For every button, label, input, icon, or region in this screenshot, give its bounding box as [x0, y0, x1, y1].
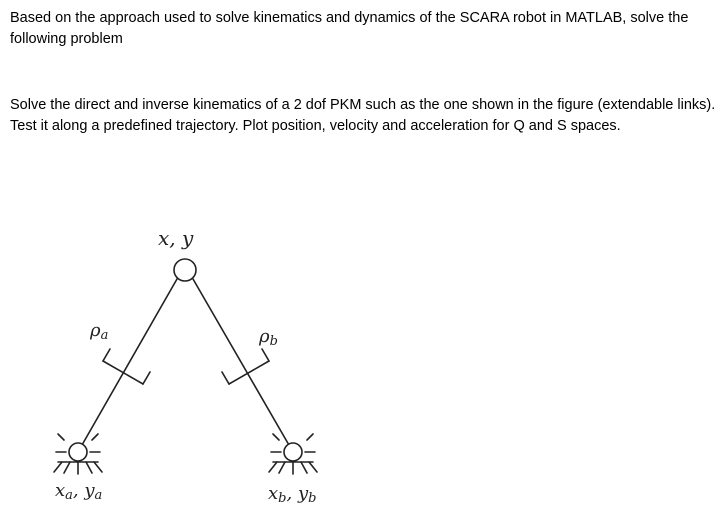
- link-b: [193, 279, 293, 452]
- task-paragraph: Solve the direct and inverse kinematics of a 2 dof PKM such as the one shown in the figure (extendable links). Test it along a predefined trajectory. Plot position, velocity and acceleration for Q and S spaces.: [10, 97, 716, 134]
- base-joint-a: [54, 434, 102, 474]
- intro-paragraph: Based on the approach used to solve kinematics and dynamics of the SCARA robot in MATLAB, solve the following problem: [10, 10, 689, 47]
- base-joint-b: [269, 434, 317, 474]
- end-effector-label: x, y: [158, 226, 194, 250]
- end-effector-joint: [174, 259, 196, 281]
- base-b-label: xb, yb: [268, 483, 317, 506]
- link-a-label: ρa: [90, 320, 109, 343]
- link-b-label: ρb: [259, 326, 278, 349]
- link-a: [78, 279, 177, 452]
- prismatic-joint-b: [222, 349, 269, 384]
- base-a-label: xa, ya: [55, 480, 103, 503]
